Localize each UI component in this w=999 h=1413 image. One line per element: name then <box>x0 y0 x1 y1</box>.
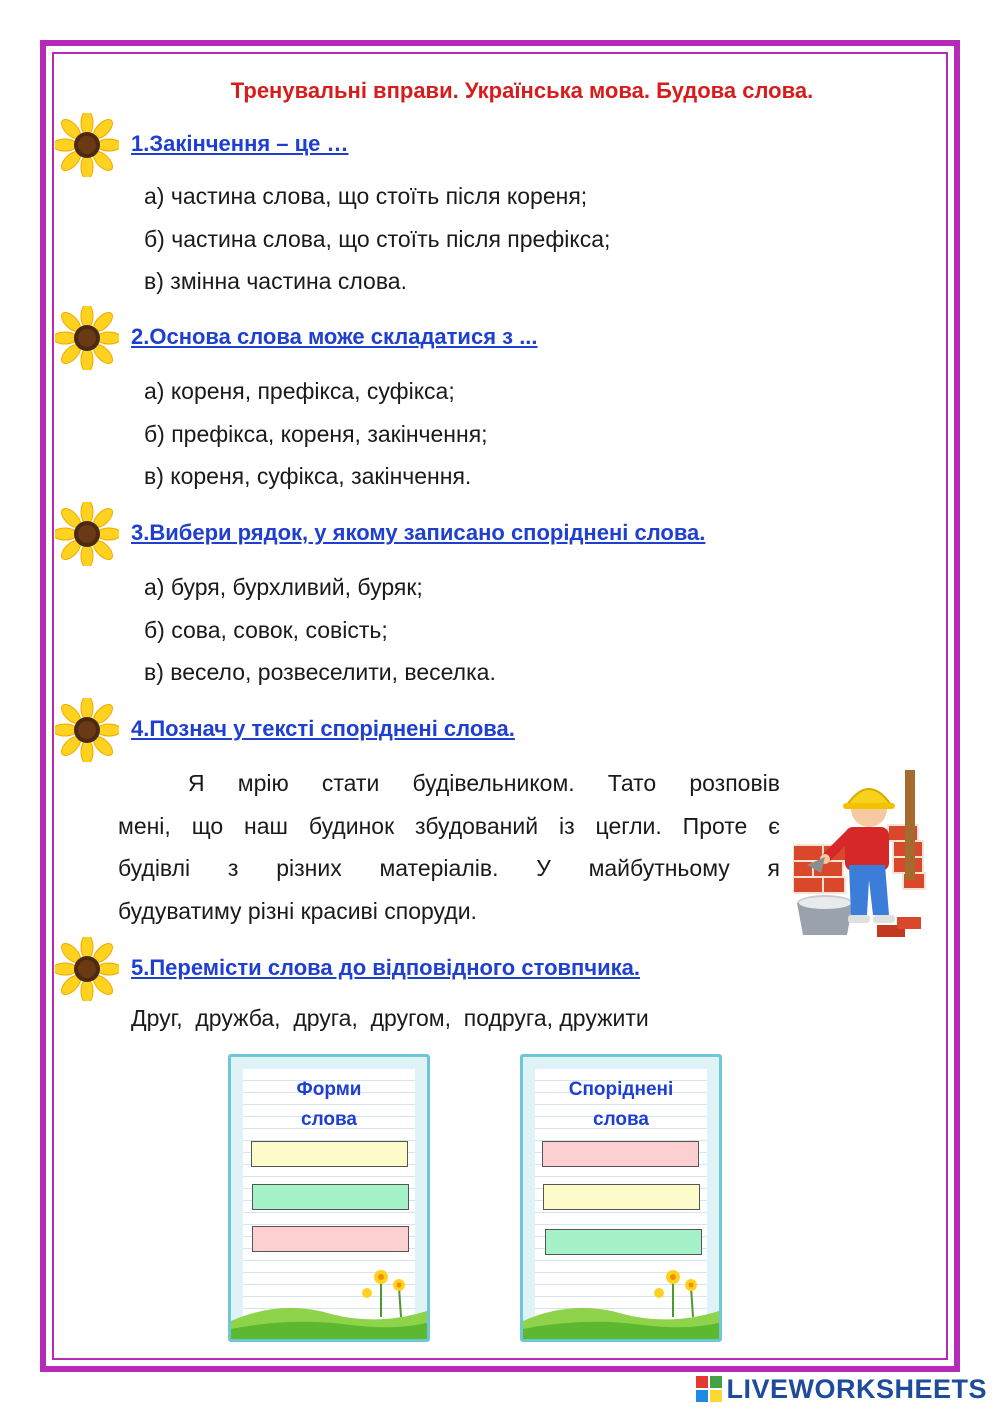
text-line[interactable]: будуватиму різні красиві споруди. <box>118 897 477 924</box>
card-title-line: Форми <box>296 1079 362 1100</box>
drop-slot[interactable] <box>542 1141 699 1167</box>
draggable-words[interactable]: Друг, дружба, друга, другом, подруга, дружити <box>131 1005 649 1031</box>
question-1-option-b[interactable]: б) частина слова, що стоїть після префікса; <box>144 226 611 252</box>
card-title <box>231 1075 427 1135</box>
card-title-line: слова <box>593 1109 649 1130</box>
watermark-text: LIVEWORKSHEETS <box>726 1373 987 1404</box>
drop-slot[interactable] <box>251 1141 408 1167</box>
sunflower-icon <box>55 937 119 1001</box>
drop-slot[interactable] <box>252 1184 409 1210</box>
sunflower-icon <box>55 698 119 762</box>
card-title-line: Споріднені <box>568 1079 674 1100</box>
drop-slot[interactable] <box>545 1229 702 1255</box>
drop-slot[interactable] <box>543 1184 700 1210</box>
sunflower-icon <box>55 306 119 370</box>
question-5-heading: 5.Перемісти слова до відповідного стовпчика. <box>131 955 640 980</box>
builder-boy-illustration <box>793 765 928 941</box>
card-title <box>523 1075 719 1135</box>
question-2-option-b[interactable]: б) префікса, кореня, закінчення; <box>144 421 488 447</box>
column-card-word-forms <box>228 1054 430 1342</box>
flowers-meadow-decoration <box>231 1259 430 1339</box>
question-2-option-a[interactable]: а) кореня, префікса, суфікса; <box>144 378 455 404</box>
question-2-heading: 2.Основа слова може складатися з ... <box>131 324 538 349</box>
drop-slot[interactable] <box>252 1226 409 1252</box>
text-line[interactable]: будівлі з різних матеріалів. У майбутньому я <box>118 855 780 881</box>
sunflower-icon <box>55 502 119 566</box>
question-2-option-c[interactable]: в) кореня, суфікса, закінчення. <box>144 463 472 489</box>
card-title-line: слова <box>301 1109 357 1130</box>
text-line[interactable]: Я мрію стати будівельником. Тато розповів <box>188 770 780 796</box>
question-3-option-b[interactable]: б) сова, совок, совість; <box>144 617 388 643</box>
question-3-option-a[interactable]: а) буря, бурхливий, буряк; <box>144 574 423 600</box>
question-1-heading: 1.Закінчення – це … <box>131 131 349 156</box>
question-1-option-c[interactable]: в) змінна частина слова. <box>144 268 407 294</box>
sunflower-icon <box>55 113 119 177</box>
liveworksheets-logo-icon <box>696 1376 722 1402</box>
column-card-related-words <box>520 1054 722 1342</box>
question-1-option-a[interactable]: а) частина слова, що стоїть після кореня; <box>144 183 588 209</box>
liveworksheets-watermark <box>696 1374 987 1404</box>
text-line[interactable]: мені, що наш будинок збудований із цегли. Проте є <box>118 812 780 839</box>
question-3-option-c[interactable]: в) весело, розвеселити, веселка. <box>144 659 496 685</box>
question-3-heading: 3.Вибери рядок, у якому записано споріднені слова. <box>131 520 706 545</box>
question-4-heading: 4.Познач у тексті споріднені слова. <box>131 716 515 741</box>
question-4-text <box>118 762 780 932</box>
flowers-meadow-decoration <box>523 1259 722 1339</box>
worksheet-title: Тренувальні вправи. Українська мова. Будова слова. <box>230 78 814 103</box>
